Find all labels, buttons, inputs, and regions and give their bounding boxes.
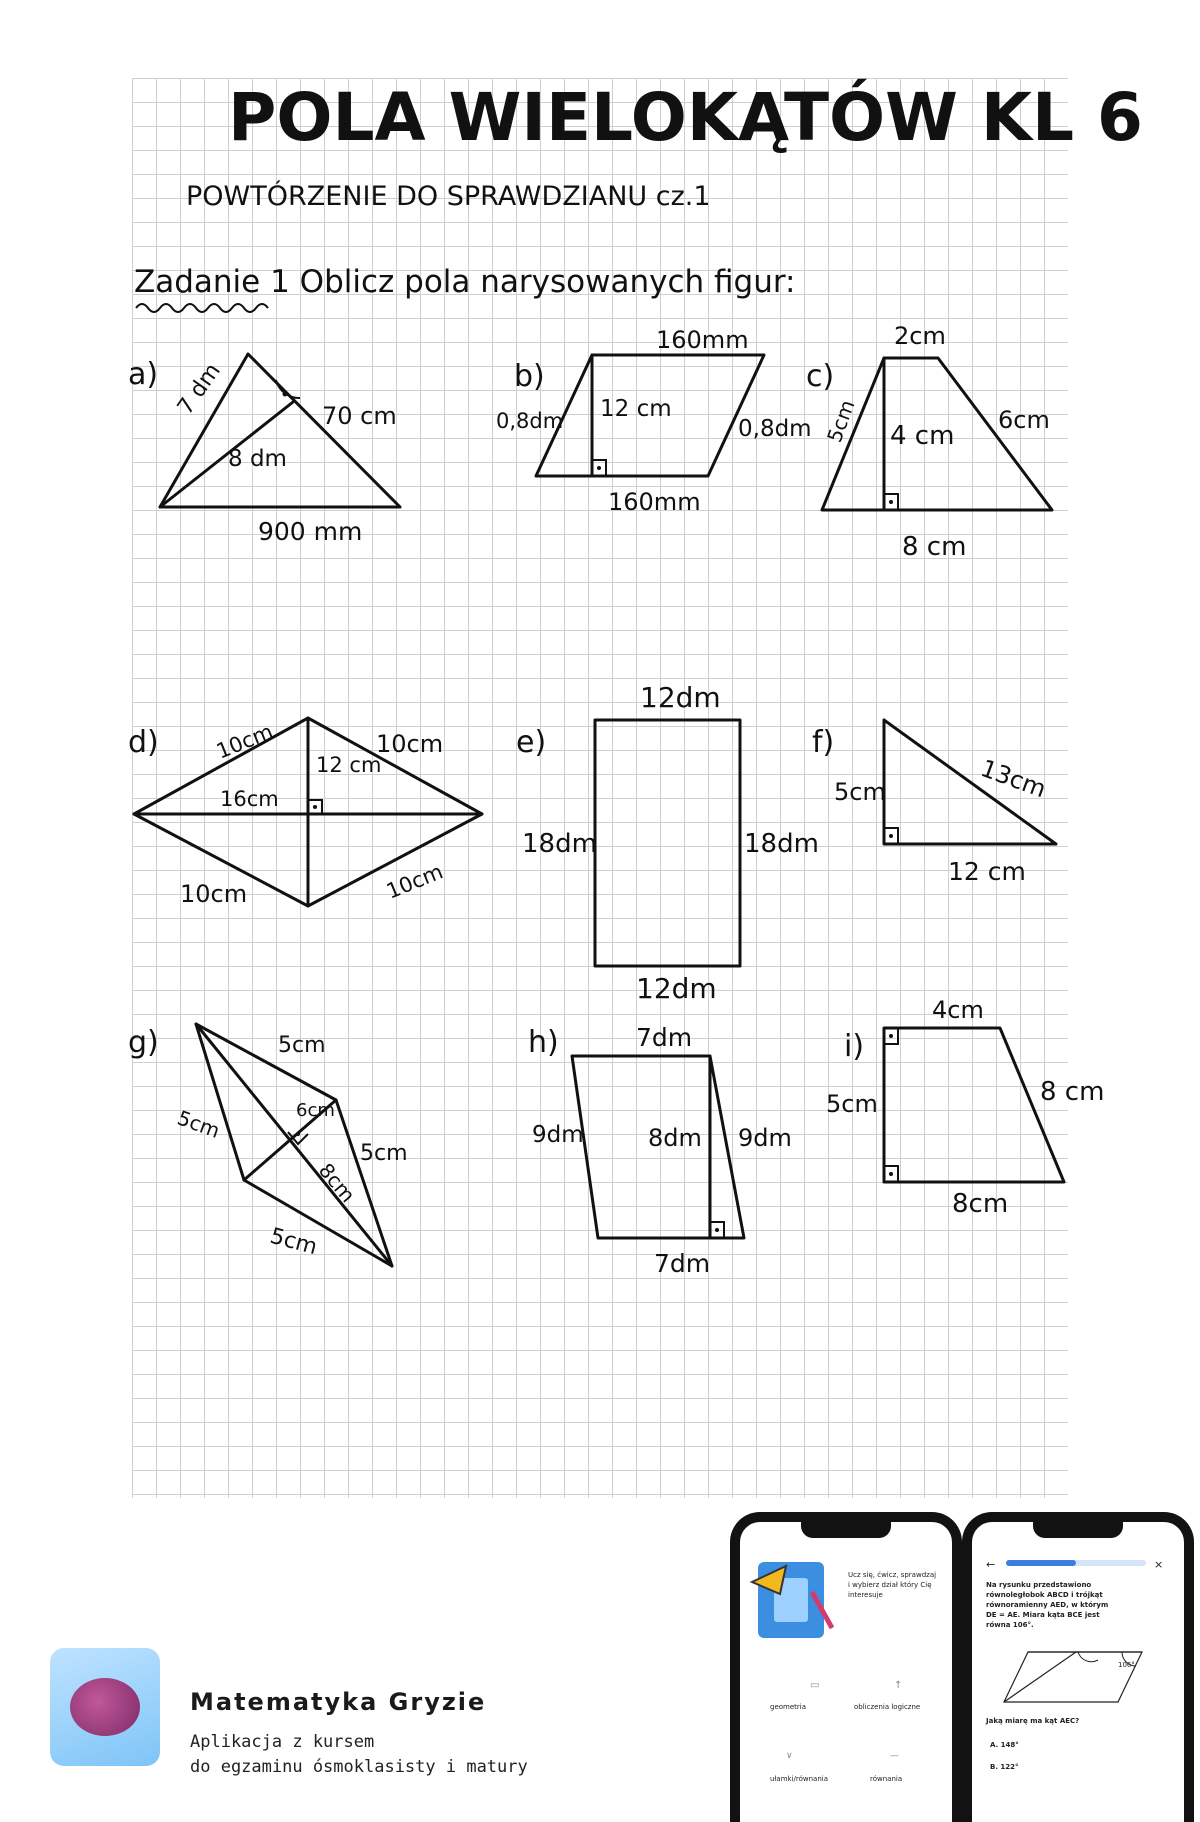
category-icon-3: ∨ — [786, 1751, 793, 1761]
figure-e — [516, 681, 819, 1005]
label-a-side-right: 70 cm — [322, 402, 397, 430]
category-icon-4: — — [890, 1751, 899, 1761]
label-f-bottom: 12 cm — [948, 857, 1026, 886]
answer-option-b[interactable]: B. 122° — [990, 1763, 1019, 1771]
label-g-side-right: 5cm — [360, 1141, 408, 1166]
worksheet-subtitle: POWTÓRZENIE DO SPRAWDZIANU cz.1 — [186, 181, 711, 212]
figure-g — [128, 1024, 408, 1266]
figure-h-letter: h) — [528, 1025, 559, 1060]
label-c-right: 6cm — [998, 406, 1050, 434]
phone-1-intro: Ucz się, ćwicz, sprawdzaj i wybierz dział który Cię interesuje — [848, 1571, 937, 1599]
label-i-right: 8 cm — [1040, 1077, 1105, 1107]
category-logic[interactable]: obliczenia logiczne — [854, 1703, 921, 1711]
category-icon-1: ▭ — [810, 1680, 820, 1691]
label-d-bottom-left: 10cm — [180, 880, 248, 908]
figure-b-letter: b) — [514, 359, 545, 394]
phone-2-question: Na rysunku przedstawiono równoległobok ABCD i trójkąt równoramienny AED, w którym DE = AE. Miara kąta BCE jest równa 106°. — [986, 1581, 1109, 1629]
label-b-right: 0,8dm — [738, 416, 812, 442]
figure-c — [806, 322, 1052, 562]
label-d-top-left: 10cm — [212, 719, 277, 764]
label-d-top-right: 10cm — [376, 730, 444, 758]
figure-i-letter: i) — [844, 1029, 865, 1064]
label-h-bottom: 7dm — [654, 1249, 711, 1278]
figure-g-letter: g) — [128, 1025, 159, 1060]
phone-2-angle-label: 106° — [1118, 1661, 1135, 1669]
label-d-diagonal: 16cm — [220, 787, 279, 811]
label-c-left: 5cm — [822, 396, 860, 446]
figure-c-letter: c) — [806, 359, 835, 394]
close-icon[interactable]: × — [1154, 1558, 1164, 1571]
category-icon-2: ↑ — [894, 1680, 903, 1691]
label-h-height: 8dm — [648, 1124, 702, 1152]
worksheet-title: POLA WIELOKĄTÓW KL 6 — [228, 79, 1143, 156]
label-b-top: 160mm — [656, 326, 749, 354]
brain-icon — [70, 1678, 140, 1736]
phone-mockup-1 — [730, 1512, 962, 1822]
app-name: Matematyka Gryzie — [190, 1688, 487, 1716]
label-e-top: 12dm — [640, 681, 721, 714]
category-fractions[interactable]: ułamki/równania — [770, 1775, 829, 1783]
label-i-bottom: 8cm — [952, 1189, 1009, 1219]
app-logo — [50, 1648, 160, 1766]
label-c-top: 2cm — [894, 322, 946, 350]
phone-mockup-2 — [962, 1512, 1194, 1822]
task-heading: Zadanie 1 Oblicz pola narysowanych figur: — [134, 264, 796, 300]
label-f-left: 5cm — [834, 778, 886, 806]
label-c-bottom: 8 cm — [902, 532, 967, 562]
category-equations[interactable]: równania — [870, 1775, 903, 1783]
label-g-diagonal-short: 6cm — [296, 1100, 335, 1121]
back-arrow-icon[interactable]: ← — [986, 1558, 996, 1571]
figure-f — [812, 720, 1056, 886]
label-d-half-diagonal: 12 cm — [316, 753, 382, 777]
label-d-bottom-right: 10cm — [382, 859, 447, 904]
figure-e-letter: e) — [516, 725, 547, 760]
figure-h — [528, 1023, 792, 1278]
figure-a — [128, 354, 400, 546]
label-b-bottom: 160mm — [608, 488, 701, 516]
label-f-hypotenuse: 13cm — [977, 754, 1050, 804]
label-a-height: 8 dm — [228, 446, 287, 472]
label-g-side-left: 5cm — [174, 1105, 224, 1143]
label-g-diagonal-long: 8cm — [313, 1158, 361, 1207]
label-h-right: 9dm — [738, 1124, 792, 1152]
figure-f-letter: f) — [812, 725, 835, 760]
label-g-side-bottom: 5cm — [267, 1223, 320, 1261]
label-i-left: 5cm — [826, 1090, 878, 1118]
figure-a-letter: a) — [128, 357, 159, 392]
figure-d — [128, 718, 482, 908]
label-a-side-left: 7 dm — [172, 358, 226, 420]
label-e-left: 18dm — [522, 829, 597, 859]
figure-i — [826, 996, 1104, 1219]
app-description — [190, 1730, 610, 1780]
label-a-base: 900 mm — [258, 517, 363, 546]
label-h-top: 7dm — [636, 1023, 693, 1052]
label-h-left: 9dm — [532, 1122, 584, 1148]
label-e-right: 18dm — [744, 829, 819, 859]
category-geometry[interactable]: geometria — [770, 1703, 807, 1711]
phone-1-screen — [740, 1522, 952, 1812]
label-b-height: 12 cm — [600, 396, 672, 422]
label-g-side-top: 5cm — [278, 1033, 326, 1058]
label-i-top: 4cm — [932, 996, 984, 1024]
app-description-line-2: do egzaminu ósmoklasisty i matury — [190, 1757, 528, 1777]
label-c-height: 4 cm — [890, 421, 955, 451]
app-description-line-1: Aplikacja z kursem — [190, 1732, 375, 1752]
label-e-bottom: 12dm — [636, 972, 717, 1005]
label-b-left: 0,8dm — [496, 409, 564, 433]
figure-b — [496, 326, 812, 516]
task-underline — [136, 304, 268, 312]
phone-2-ask: Jaką miarę ma kąt AEC? — [986, 1717, 1080, 1725]
answer-option-a[interactable]: A. 148° — [990, 1741, 1019, 1749]
figure-d-letter: d) — [128, 725, 159, 760]
